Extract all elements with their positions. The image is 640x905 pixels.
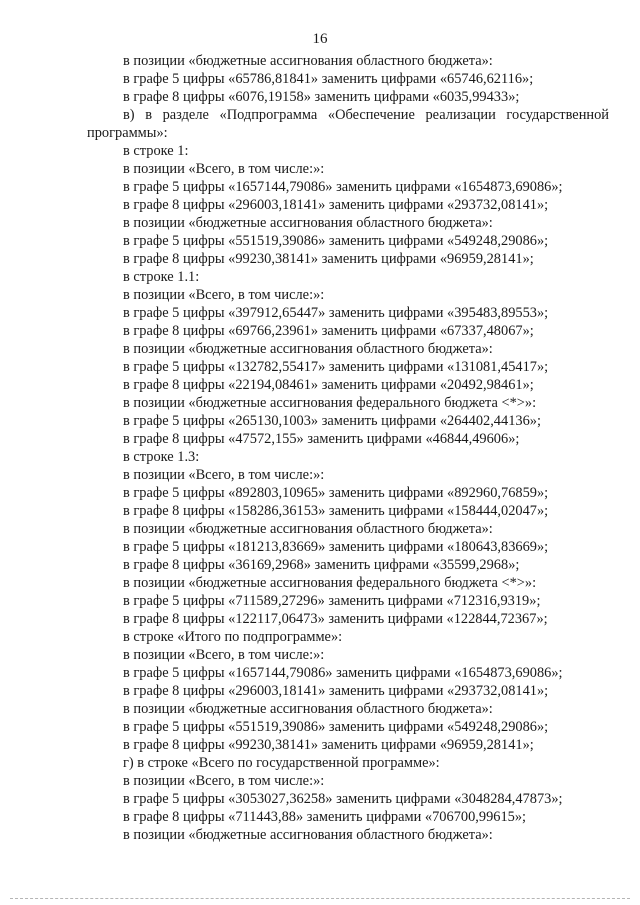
text-line: г) в строке «Всего по государственной программе»: — [123, 755, 440, 771]
text-line: в позиции «Всего, в том числе:»: — [123, 161, 325, 177]
text-line: в позиции «бюджетные ассигнования областного бюджета»: — [123, 215, 493, 231]
text-line: в графе 5 цифры «265130,1003» заменить цифрами «264402,44136»; — [123, 413, 541, 429]
text-line: в позиции «бюджетные ассигнования областного бюджета»: — [123, 701, 493, 717]
section-heading-continuation: программы»: — [87, 125, 168, 141]
text-line: в графе 5 цифры «1657144,79086» заменить цифрами «1654873,69086»; — [123, 665, 563, 681]
text-line: в графе 8 цифры «296003,18141» заменить цифрами «293732,08141»; — [123, 683, 549, 699]
text-line: в графе 8 цифры «69766,23961» заменить цифрами «67337,48067»; — [123, 323, 534, 339]
text-line: в графе 8 цифры «122117,06473» заменить цифрами «122844,72367»; — [123, 611, 548, 627]
text-line: в графе 5 цифры «65786,81841» заменить цифрами «65746,62116»; — [123, 71, 534, 87]
text-line: в позиции «Всего, в том числе:»: — [123, 467, 325, 483]
text-line: в графе 5 цифры «551519,39086» заменить цифрами «549248,29086»; — [123, 233, 549, 249]
page-number: 16 — [312, 31, 328, 47]
text-line: в позиции «бюджетные ассигнования областного бюджета»: — [123, 341, 493, 357]
text-line: в строке «Итого по подпрограмме»: — [123, 629, 343, 645]
text-line: в позиции «бюджетные ассигнования областного бюджета»: — [123, 53, 493, 69]
text-line: в позиции «бюджетные ассигнования областного бюджета»: — [123, 827, 493, 843]
text-line: в графе 8 цифры «99230,38141» заменить цифрами «96959,28141»; — [123, 737, 534, 753]
section-heading-line: в) в разделе «Подпрограмма «Обеспечение реализации государственной — [123, 107, 609, 123]
text-line: в строке 1: — [123, 143, 189, 159]
text-line: в позиции «бюджетные ассигнования федерального бюджета <*>»: — [123, 395, 537, 411]
text-line: в графе 8 цифры «36169,2968» заменить цифрами «35599,2968»; — [123, 557, 520, 573]
text-line: в графе 8 цифры «47572,155» заменить цифрами «46844,49606»; — [123, 431, 520, 447]
text-line: в строке 1.1: — [123, 269, 200, 285]
text-line: в графе 5 цифры «892803,10965» заменить цифрами «892960,76859»; — [123, 485, 549, 501]
text-line: в позиции «Всего, в том числе:»: — [123, 287, 325, 303]
text-line: в графе 5 цифры «397912,65447» заменить цифрами «395483,89553»; — [123, 305, 549, 321]
text-line: в позиции «Всего, в том числе:»: — [123, 647, 325, 663]
text-line: в графе 8 цифры «22194,08461» заменить цифрами «20492,98461»; — [123, 377, 534, 393]
text-line: в графе 8 цифры «296003,18141» заменить цифрами «293732,08141»; — [123, 197, 549, 213]
text-line: в графе 5 цифры «1657144,79086» заменить цифрами «1654873,69086»; — [123, 179, 563, 195]
text-line: в позиции «Всего, в том числе:»: — [123, 773, 325, 789]
text-line: в графе 8 цифры «99230,38141» заменить цифрами «96959,28141»; — [123, 251, 534, 267]
text-line: в графе 8 цифры «158286,36153» заменить цифрами «158444,02047»; — [123, 503, 549, 519]
text-line: в графе 5 цифры «132782,55417» заменить цифрами «131081,45417»; — [123, 359, 549, 375]
scan-bottom-edge — [10, 898, 630, 899]
text-line: в графе 8 цифры «6076,19158» заменить цифрами «6035,99433»; — [123, 89, 520, 105]
text-line: в графе 5 цифры «3053027,36258» заменить цифрами «3048284,47873»; — [123, 791, 563, 807]
text-line: в графе 5 цифры «181213,83669» заменить цифрами «180643,83669»; — [123, 539, 549, 555]
text-line: в графе 5 цифры «551519,39086» заменить цифрами «549248,29086»; — [123, 719, 549, 735]
document-body — [87, 52, 609, 844]
text-line: в позиции «бюджетные ассигнования федерального бюджета <*>»: — [123, 575, 537, 591]
text-line: в графе 8 цифры «711443,88» заменить цифрами «706700,99615»; — [123, 809, 527, 825]
text-line: в графе 5 цифры «711589,27296» заменить цифрами «712316,9319»; — [123, 593, 541, 609]
text-line: в позиции «бюджетные ассигнования областного бюджета»: — [123, 521, 493, 537]
text-line: в строке 1.3: — [123, 449, 200, 465]
